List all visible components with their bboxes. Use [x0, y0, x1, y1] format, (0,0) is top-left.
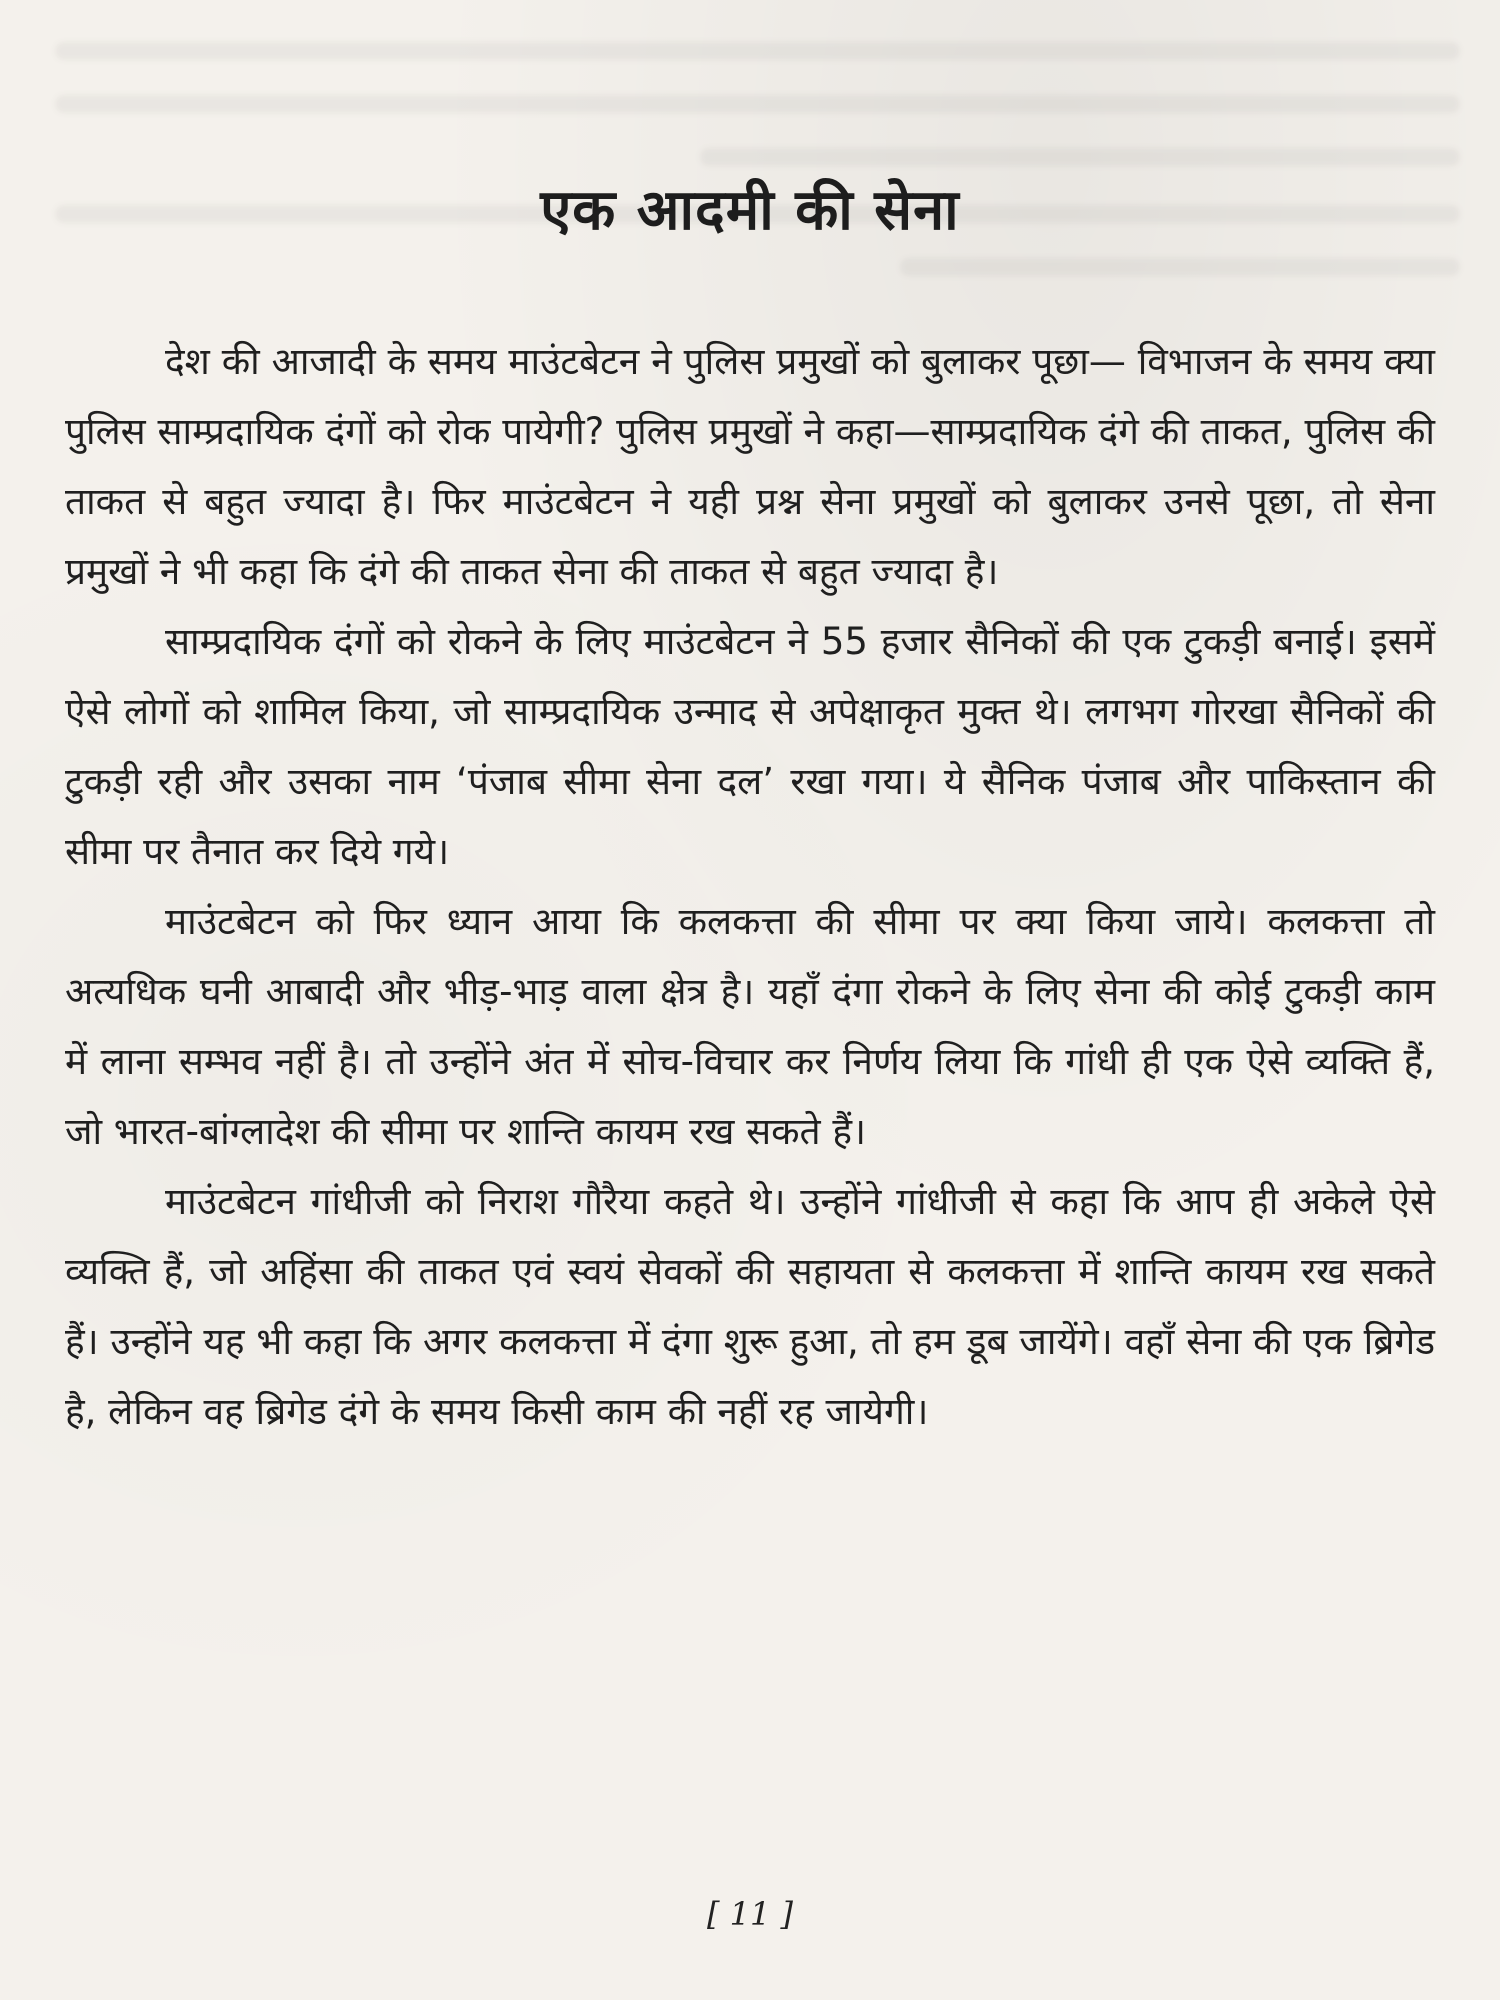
chapter-body: [65, 327, 1435, 1447]
show-through-shading: [55, 42, 1460, 60]
paragraph-4: माउंटबेटन गांधीजी को निराश गौरैया कहते थे। उन्होंने गांधीजी से कहा कि आप ही अकेले ऐसे व्यक्ति हैं, जो अहिंसा की ताकत एवं स्वयं सेवकों की सहायता से कलकत्ता में शान्ति कायम रख सकते हैं। उन्होंने यह भी कहा कि अगर कलकत्ता में दंगा शुरू हुआ, तो हम डूब जायेंगे। वहाँ सेना की एक ब्रिगेड है, लेकिन वह ब्रिगेड दंगे के समय किसी काम की नहीं रह जायेगी।: [65, 1180, 1435, 1433]
show-through-shading: [900, 258, 1460, 276]
show-through-shading: [700, 148, 1460, 166]
paragraph-1: देश की आजादी के समय माउंटबेटन ने पुलिस प्रमुखों को बुलाकर पूछा— विभाजन के समय क्या पुलिस साम्प्रदायिक दंगों को रोक पायेगी? पुलिस प्रमुखों ने कहा—साम्प्रदायिक दंगे की ताकत, पुलिस की ताकत से बहुत ज्यादा है। फिर माउंटबेटन ने यही प्रश्न सेना प्रमुखों को बुलाकर उनसे पूछा, तो सेना प्रमुखों ने भी कहा कि दंगे की ताकत सेना की ताकत से बहुत ज्यादा है।: [65, 340, 1435, 593]
paragraph-3: माउंटबेटन को फिर ध्यान आया कि कलकत्ता की सीमा पर क्या किया जाये। कलकत्ता तो अत्यधिक घनी आबादी और भीड़-भाड़ वाला क्षेत्र है। यहाँ दंगा रोकने के लिए सेना की कोई टुकड़ी काम में लाना सम्भव नहीं है। तो उन्होंने अंत में सोच-विचार कर निर्णय लिया कि गांधी ही एक ऐसे व्यक्ति हैं, जो भारत-बांग्लादेश की सीमा पर शान्ति कायम रख सकते हैं।: [65, 900, 1435, 1153]
page-number: [ 11 ]: [706, 1895, 794, 1933]
paragraph-2: साम्प्रदायिक दंगों को रोकने के लिए माउंटबेटन ने 55 हजार सैनिकों की एक टुकड़ी बनाई। इसमें ऐसे लोगों को शामिल किया, जो साम्प्रदायिक उन्माद से अपेक्षाकृत मुक्त थे। लगभग गोरखा सैनिकों की टुकड़ी रही और उसका नाम ‘पंजाब सीमा सेना दल’ रखा गया। ये सैनिक पंजाब और पाकिस्तान की सीमा पर तैनात कर दिये गये।: [65, 620, 1435, 873]
chapter-title: एक आदमी की सेना: [540, 178, 960, 243]
show-through-shading: [55, 95, 1460, 113]
